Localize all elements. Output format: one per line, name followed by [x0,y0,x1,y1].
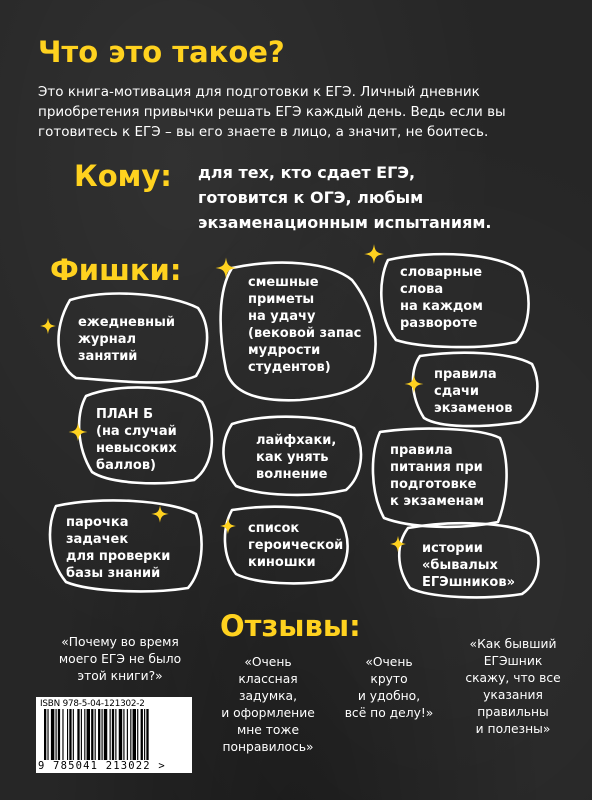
barcode-bar [102,709,103,760]
barcode-bar [144,709,145,760]
barcode-bars [44,709,184,760]
barcode-bar [133,709,136,760]
barcode-bar [119,709,122,760]
feature-funny-omens: смешные приметы на удачу (вековой запас мудрости студентов) [248,275,362,375]
barcode-bar [130,709,131,760]
sparkle-star-icon [390,536,407,553]
feature-vocabulary-words: словарные слова на каждом развороте [400,265,483,331]
barcode-bar [58,709,60,760]
barcode-bar [69,709,71,760]
barcode-bar [73,709,74,760]
heading-what-is-it: Что это такое? [38,35,285,69]
barcode-bar [81,709,82,760]
feature-tasks: парочка задачек для проверки базы знаний [66,515,171,581]
review-quote: «Почему во время моего ЕГЭ не было этой книги?» [58,635,182,683]
review-quote: «Очень круто и удобно, всё по делу!» [344,655,434,720]
barcode-bar [137,709,138,760]
sparkle-star-icon [40,318,57,335]
audience-line: для тех, кто сдает ЕГЭ, [198,163,416,182]
feature-plan-b: ПЛАН Б (на случай невысоких баллов) [96,407,177,473]
heading-who: Кому: [74,159,172,193]
barcode-bar [91,709,93,760]
ean-digits: 9 785041 213022 > [38,760,166,772]
barcode-bar [95,709,96,760]
feature-stories: истории «бывалых ЕГЭшников» [422,541,515,590]
audience-line: готовится к ОГЭ, любым [198,188,424,207]
barcode-bar [146,709,148,760]
feature-daily-journal: ежедневный журнал занятий [78,315,175,364]
barcode-bar [141,709,143,760]
review-quote: «Очень классная задумка, и оформление мне тоже понравилось» [221,655,315,754]
barcode-bar [47,709,48,760]
intro-paragraph: Это книга-мотивация для подготовки к ЕГЭ. Личный дневник приобретения привычки решать ЕГЭ каждый день. Ведь если вы готовитесь к ЕГЭ – вы его знаете в лицо, а значит, не боитесь. [38,84,506,140]
barcode-bar [67,709,68,760]
barcode-bar [87,709,90,760]
review-quote: «Как бывший ЕГЭшник скажу, что все указания правильны и полезны» [465,637,561,736]
barcode-bar [110,709,111,760]
sparkle-star-icon [216,258,237,279]
barcode-bar [84,709,85,760]
heading-reviews: Отзывы: [220,609,361,643]
barcode-bar [112,709,114,760]
barcode-bar [115,709,116,760]
barcode-bar [62,709,63,760]
sparkle-star-icon [220,518,237,535]
feature-nutrition-rules: правила питания при подготовке к экзаменам [390,443,485,509]
sparkle-star-icon [405,375,424,394]
barcode-bar [56,709,57,760]
barcode-bar [123,709,124,760]
isbn-number: ISBN 978-5-04-121302-2 [40,699,145,709]
feature-movie-list: список героической киношки [248,521,344,570]
feature-exam-rules: правила сдачи экзаменов [434,367,513,416]
sparkle-star-icon [364,244,384,264]
feature-lifehacks: лайфхаки, как унять волнение [256,433,337,482]
barcode-bar [98,709,100,760]
barcode-bar [77,709,79,760]
isbn-barcode [36,697,192,773]
audience-text [198,160,492,235]
barcode-bar [104,709,107,760]
barcode-bar [127,709,128,760]
audience-line: экзаменационным испытаниям. [198,213,492,232]
sparkle-star-icon [69,423,88,442]
barcode-bar [51,709,54,760]
barcode-bar [44,709,46,760]
heading-features: Фишки: [50,253,182,287]
